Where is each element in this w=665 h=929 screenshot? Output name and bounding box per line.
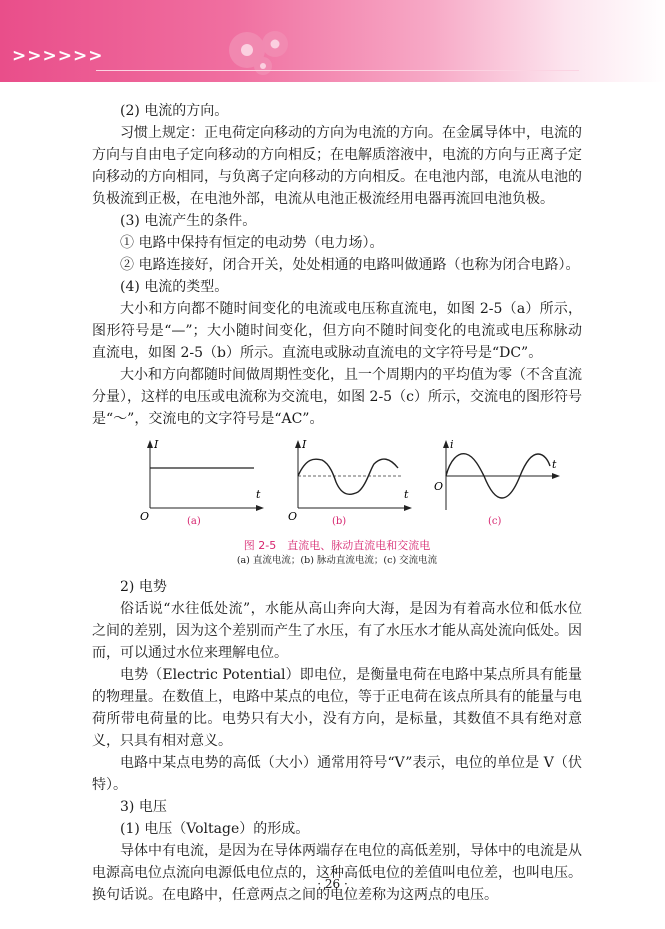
axis-origin-label: O [140,510,150,523]
subheading-potential: 2) 电势 [120,579,167,595]
y-axis-label: i [450,438,454,451]
paragraph-water-analogy: 俗话说“水往低处流”，水能从高山奔向大海，是因为有着高水位和低水位之间的差别，因为这个差别而产生了水压，有了水压水才能从高处流向低处。因而，可以通过水位来理解电位。 [92,601,582,661]
subheading-current-direction: (2) 电流的方向。 [120,103,229,119]
paragraph-voltage: 导体中有电流，是因为在导体两端存在电位的高低差别，导体中的电流是从电源高电位点流向电源低电位点的，这种高低电位的差值叫电位差，也叫电压。换句话说。在电路中，任意两点之间的电位差称为这两点的电压。 [92,843,582,903]
axis-origin-label: O [288,510,298,523]
subheading-current-types: (4) 电流的类型。 [120,279,229,295]
x-axis-label: t [404,488,409,501]
page-header-banner [0,0,665,82]
list-item-condition-1: ① 电路中保持有恒定的电动势（电力场）。 [120,235,384,251]
panel-label: (a) [187,516,201,526]
figure-panel-c [428,438,568,526]
paragraph-ac: 大小和方向都随时间做周期性变化，且一个周期内的平均值为零（不含直流分量），这样的电压或电流称为交流电，如图 2-5（c）所示，交流电的图形符号是“～”，交流电的文字符号是“AC”。 [92,367,582,427]
page-body [92,100,582,906]
chevron-decoration: >>>>>> [12,46,104,66]
subheading-voltage-formation: (1) 电压（Voltage）的形成。 [120,821,310,837]
subheading-current-conditions: (3) 电流产生的条件。 [120,213,257,229]
paragraph-electric-potential: 电势（Electric Potential）即电位，是衡量电荷在电路中某点所具有能量的物理量。在数值上，电路中某点的电位，等于正电荷在该点所具有的能量与电荷所带电荷量的比。电势只有大小，没有方向，是标量，其数值不具有绝对意义，只具有相对意义。 [92,667,582,749]
figure-2-5 [92,438,582,526]
page-number: · 26 · [317,877,348,891]
y-axis-label: I [302,438,307,451]
list-item-condition-2: ② 电路连接好，闭合开关，处处相通的电路叫做通路（也称为闭合电路）。 [120,257,580,273]
x-axis-label: t [256,488,261,501]
figure-caption: 图 2-5 直流电、脉动直流电和交流电 [243,539,431,552]
figure-subcaption: (a) 直流电流；(b) 脉动直流电流；(c) 交流电流 [236,555,438,566]
figure-panel-b [280,438,420,526]
subheading-voltage: 3) 电压 [120,799,167,815]
figure-panel-a [132,438,272,526]
header-rule [96,70,579,71]
x-axis-label: t [552,458,557,471]
paragraph-current-direction: 习惯上规定：正电荷定向移动的方向为电流的方向。在金属导体中，电流的方向与自由电子定向移动的方向相反；在电解质溶液中，电流的方向与正离子定向移动的方向相同，与负离子定向移动的方向相反。在电池内部，电流从电池的负极流到正极，在电池外部，电流从电池正极流经用电器再流回电池负极。 [92,125,582,207]
y-axis-label: I [154,438,159,451]
paragraph-potential-symbol: 电路中某点电势的高低（大小）通常用符号“V”表示，电位的单位是 V（伏特）。 [92,755,582,793]
panel-label: (b) [332,516,347,526]
axis-origin-label: O [434,480,444,493]
panel-label: (c) [488,516,502,526]
paragraph-dc: 大小和方向都不随时间变化的电流或电压称直流电，如图 2-5（a）所示，图形符号是“—”；大小随时间变化，但方向不随时间变化的电流或电压称脉动直流电，如图 2-5（b）所示。直流电或脉动直流电的文字符号是“DC”。 [92,301,582,361]
gear-icon [215,18,305,78]
